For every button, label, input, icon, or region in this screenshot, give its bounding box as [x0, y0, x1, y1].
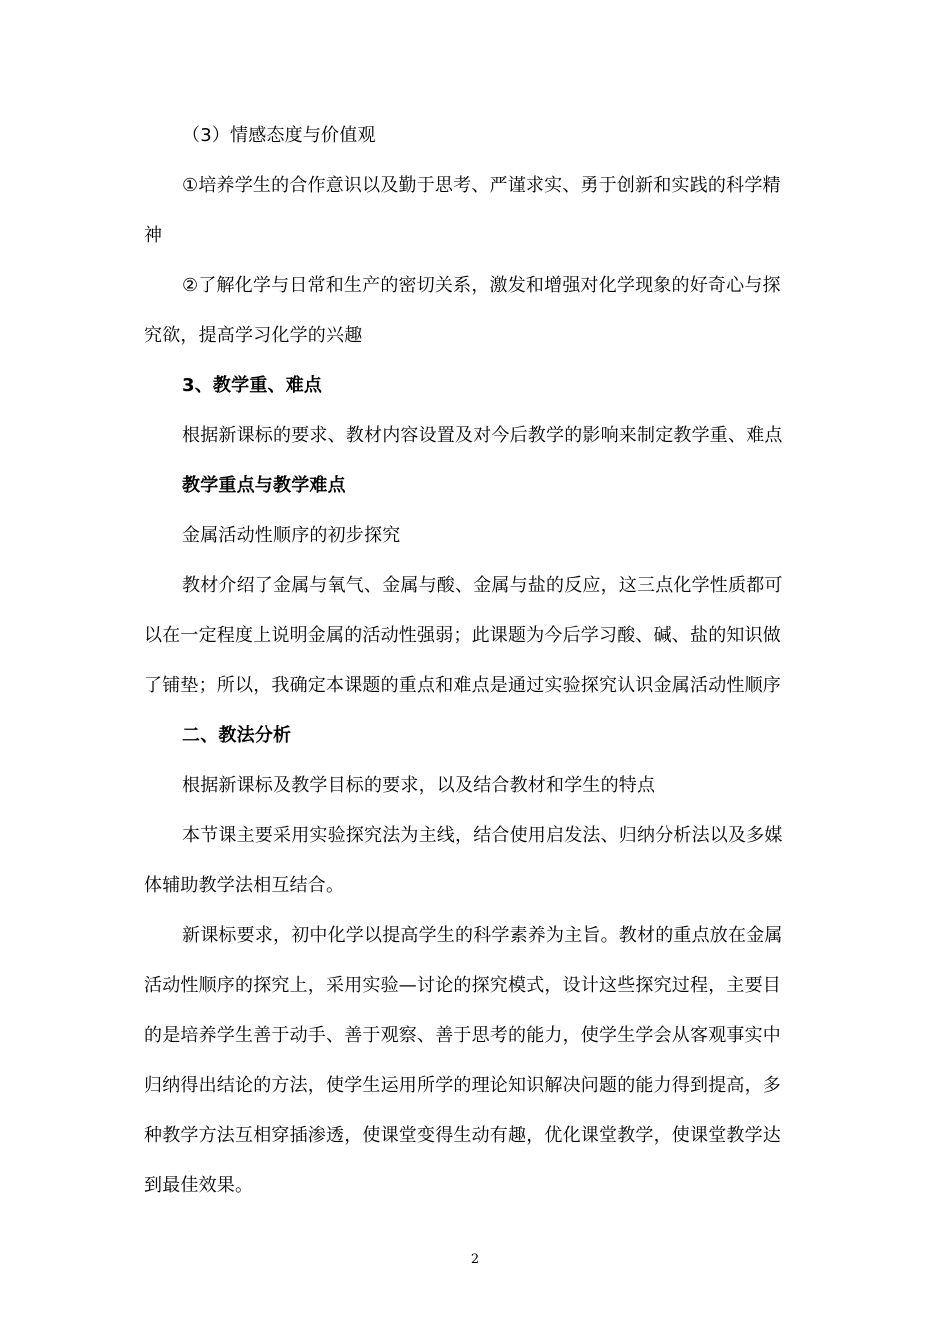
paragraph-line: 本节课主要采用实验探究法为主线，结合使用启发法、归纳分析法以及多媒: [182, 825, 783, 846]
page-number: 2: [470, 1252, 480, 1267]
paragraph-line: 了铺垫；所以，我确定本课题的重点和难点是通过实验探究认识金属活动性顺序: [144, 675, 781, 696]
paragraph-line: 根据新课标及教学目标的要求，以及结合教材和学生的特点: [182, 775, 656, 796]
paragraph-line: 金属活动性顺序的初步探究: [182, 525, 401, 546]
paragraph-line: 归纳得出结论的方法，使学生运用所学的理论知识解决问题的能力得到提高，多: [144, 1075, 781, 1096]
paragraph-line: 以在一定程度上说明金属的活动性强弱；此课题为今后学习酸、碱、盐的知识做: [144, 625, 781, 646]
paragraph-line: 新课标要求，初中化学以提高学生的科学素养为主旨。教材的重点放在金属: [182, 925, 783, 946]
paragraph-line: 教材介绍了金属与氧气、金属与酸、金属与盐的反应，这三点化学性质都可: [182, 575, 783, 596]
paragraph-line: 根据新课标的要求、教材内容设置及对今后教学的影响来制定教学重、难点: [182, 425, 783, 446]
paragraph-line: 神: [144, 225, 163, 246]
section-heading-teaching-method: 二、教法分析: [182, 725, 292, 746]
paragraph-line: 种教学方法互相穿插渗透，使课堂变得生动有趣，优化课堂教学，使课堂教学达: [144, 1125, 781, 1146]
paragraph-line: 的是培养学生善于动手、善于观察、善于思考的能力，使学生学会从客观事实中: [144, 1025, 781, 1046]
paragraph-line: ①培养学生的合作意识以及勤于思考、严谨求实、勇于创新和实践的科学精: [182, 175, 781, 196]
section-heading-key-points: 3、教学重、难点: [182, 375, 323, 396]
subheading-focus-and-difficulty: 教学重点与教学难点: [182, 475, 346, 496]
paragraph-line: 活动性顺序的探究上，采用实验—讨论的探究模式，设计这些探究过程，主要目: [144, 975, 781, 996]
paragraph-line: 体辅助教学法相互结合。: [144, 875, 345, 896]
paragraph-line: 到最佳效果。: [144, 1175, 254, 1196]
paragraph-line: 究欲，提高学习化学的兴趣: [144, 325, 363, 346]
subheading-emotion-attitude-values: （3）情感态度与价值观: [182, 125, 376, 146]
paragraph-line: ②了解化学与日常和生产的密切关系，激发和增强对化学现象的好奇心与探: [182, 275, 781, 296]
